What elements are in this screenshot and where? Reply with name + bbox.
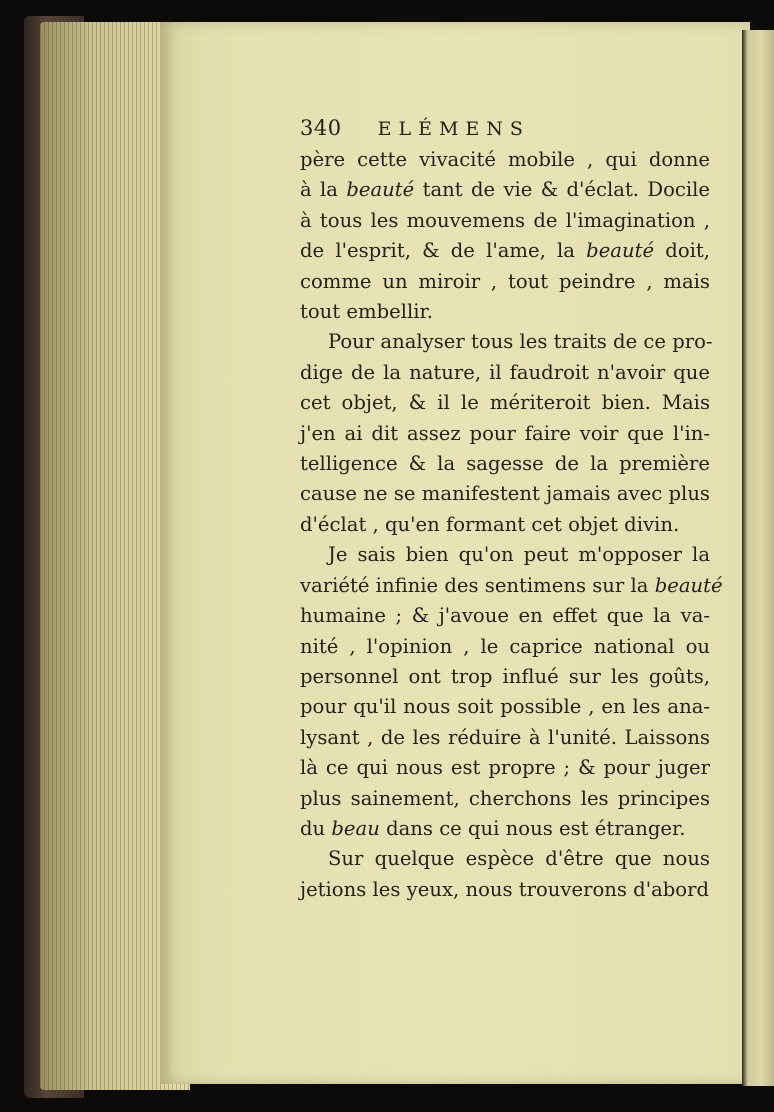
text-line [300, 814, 710, 844]
italic-text-run: beauté [654, 573, 723, 597]
text-line [300, 540, 710, 570]
paragraph [300, 844, 710, 905]
text-run: tout embellir. [300, 300, 433, 324]
text-line [300, 723, 710, 753]
text-run: du [300, 816, 332, 840]
text-line [300, 571, 723, 601]
page-text [300, 113, 723, 905]
running-head [300, 113, 710, 145]
text-line [300, 236, 710, 266]
text-line [300, 844, 710, 874]
text-run: Je sais bien qu'on peut m'opposer la [328, 543, 710, 567]
text-line [300, 753, 710, 783]
text-line [300, 206, 710, 236]
text-run: là ce qui nous est propre ; & pour juger [300, 756, 710, 780]
text-run: humaine ; & j'avoue en effet que la va- [300, 604, 710, 628]
text-run: Pour analyser tous les traits de ce pro- [328, 330, 713, 354]
text-run: pour qu'il nous soit possible , en les ana- [300, 695, 710, 719]
text-line [300, 632, 710, 662]
text-line [300, 327, 713, 357]
text-run: à la [300, 178, 347, 202]
text-line [300, 449, 710, 479]
text-run: tant de vie & d'éclat. Docile [414, 178, 710, 202]
paragraph [300, 145, 710, 327]
text-run: dige de la nature, il faudroit n'avoir que [300, 360, 710, 384]
text-line [300, 145, 710, 175]
text-line [300, 479, 710, 509]
italic-text-run: beauté [346, 178, 415, 202]
text-run: dans ce qui nous est étranger. [379, 816, 686, 840]
text-run: d'éclat , qu'en formant cet objet divin. [300, 512, 680, 536]
text-run: de l'esprit, & de l'ame, la [300, 239, 587, 263]
text-run: père cette vivacité mobile , qui donne [300, 148, 710, 171]
text-run: lysant , de les réduire à l'unité. Laissons [300, 725, 710, 749]
paragraph [300, 327, 713, 540]
page-number: 340 [300, 116, 342, 140]
italic-text-run: beauté [586, 239, 655, 263]
text-run: doit, [654, 239, 710, 263]
facing-page-edge [742, 30, 774, 1086]
text-run: jetions les yeux, nous trouverons d'abord [300, 877, 710, 901]
text-run: j'en ai dit assez pour faire voir que l'in- [300, 421, 710, 445]
text-run: Sur quelque espèce d'être que nous [328, 847, 710, 871]
text-line [300, 358, 710, 388]
text-line [300, 875, 710, 905]
text-line [300, 267, 710, 297]
text-run: à tous les mouvemens de l'imagination , [300, 208, 710, 232]
italic-text-run: beau [331, 816, 380, 840]
text-line [300, 784, 710, 814]
text-run: cause ne se manifestent jamais avec plus [300, 482, 710, 506]
text-run: cet objet, & il le mériteroit bien. Mais [300, 391, 710, 415]
text-line [300, 419, 710, 449]
running-title: ELÉMENS [377, 118, 530, 140]
text-line [300, 692, 710, 722]
text-line [300, 662, 710, 692]
text-run: plus sainement, cherchons les principes [300, 786, 710, 810]
text-line [300, 601, 710, 631]
text-run: telligence & la sagesse de la première [300, 452, 710, 476]
text-line [300, 175, 710, 205]
text-line [300, 297, 710, 327]
text-run: nité , l'opinion , le caprice national ou [300, 634, 710, 658]
text-line [300, 510, 710, 540]
paragraph [300, 540, 723, 844]
text-run: variété infinie des sentimens sur la [300, 573, 655, 597]
body-text [300, 145, 723, 905]
text-run: comme un miroir , tout peindre , mais [300, 269, 710, 293]
text-run: personnel ont trop influé sur les goûts, [300, 664, 710, 688]
text-line [300, 388, 710, 418]
